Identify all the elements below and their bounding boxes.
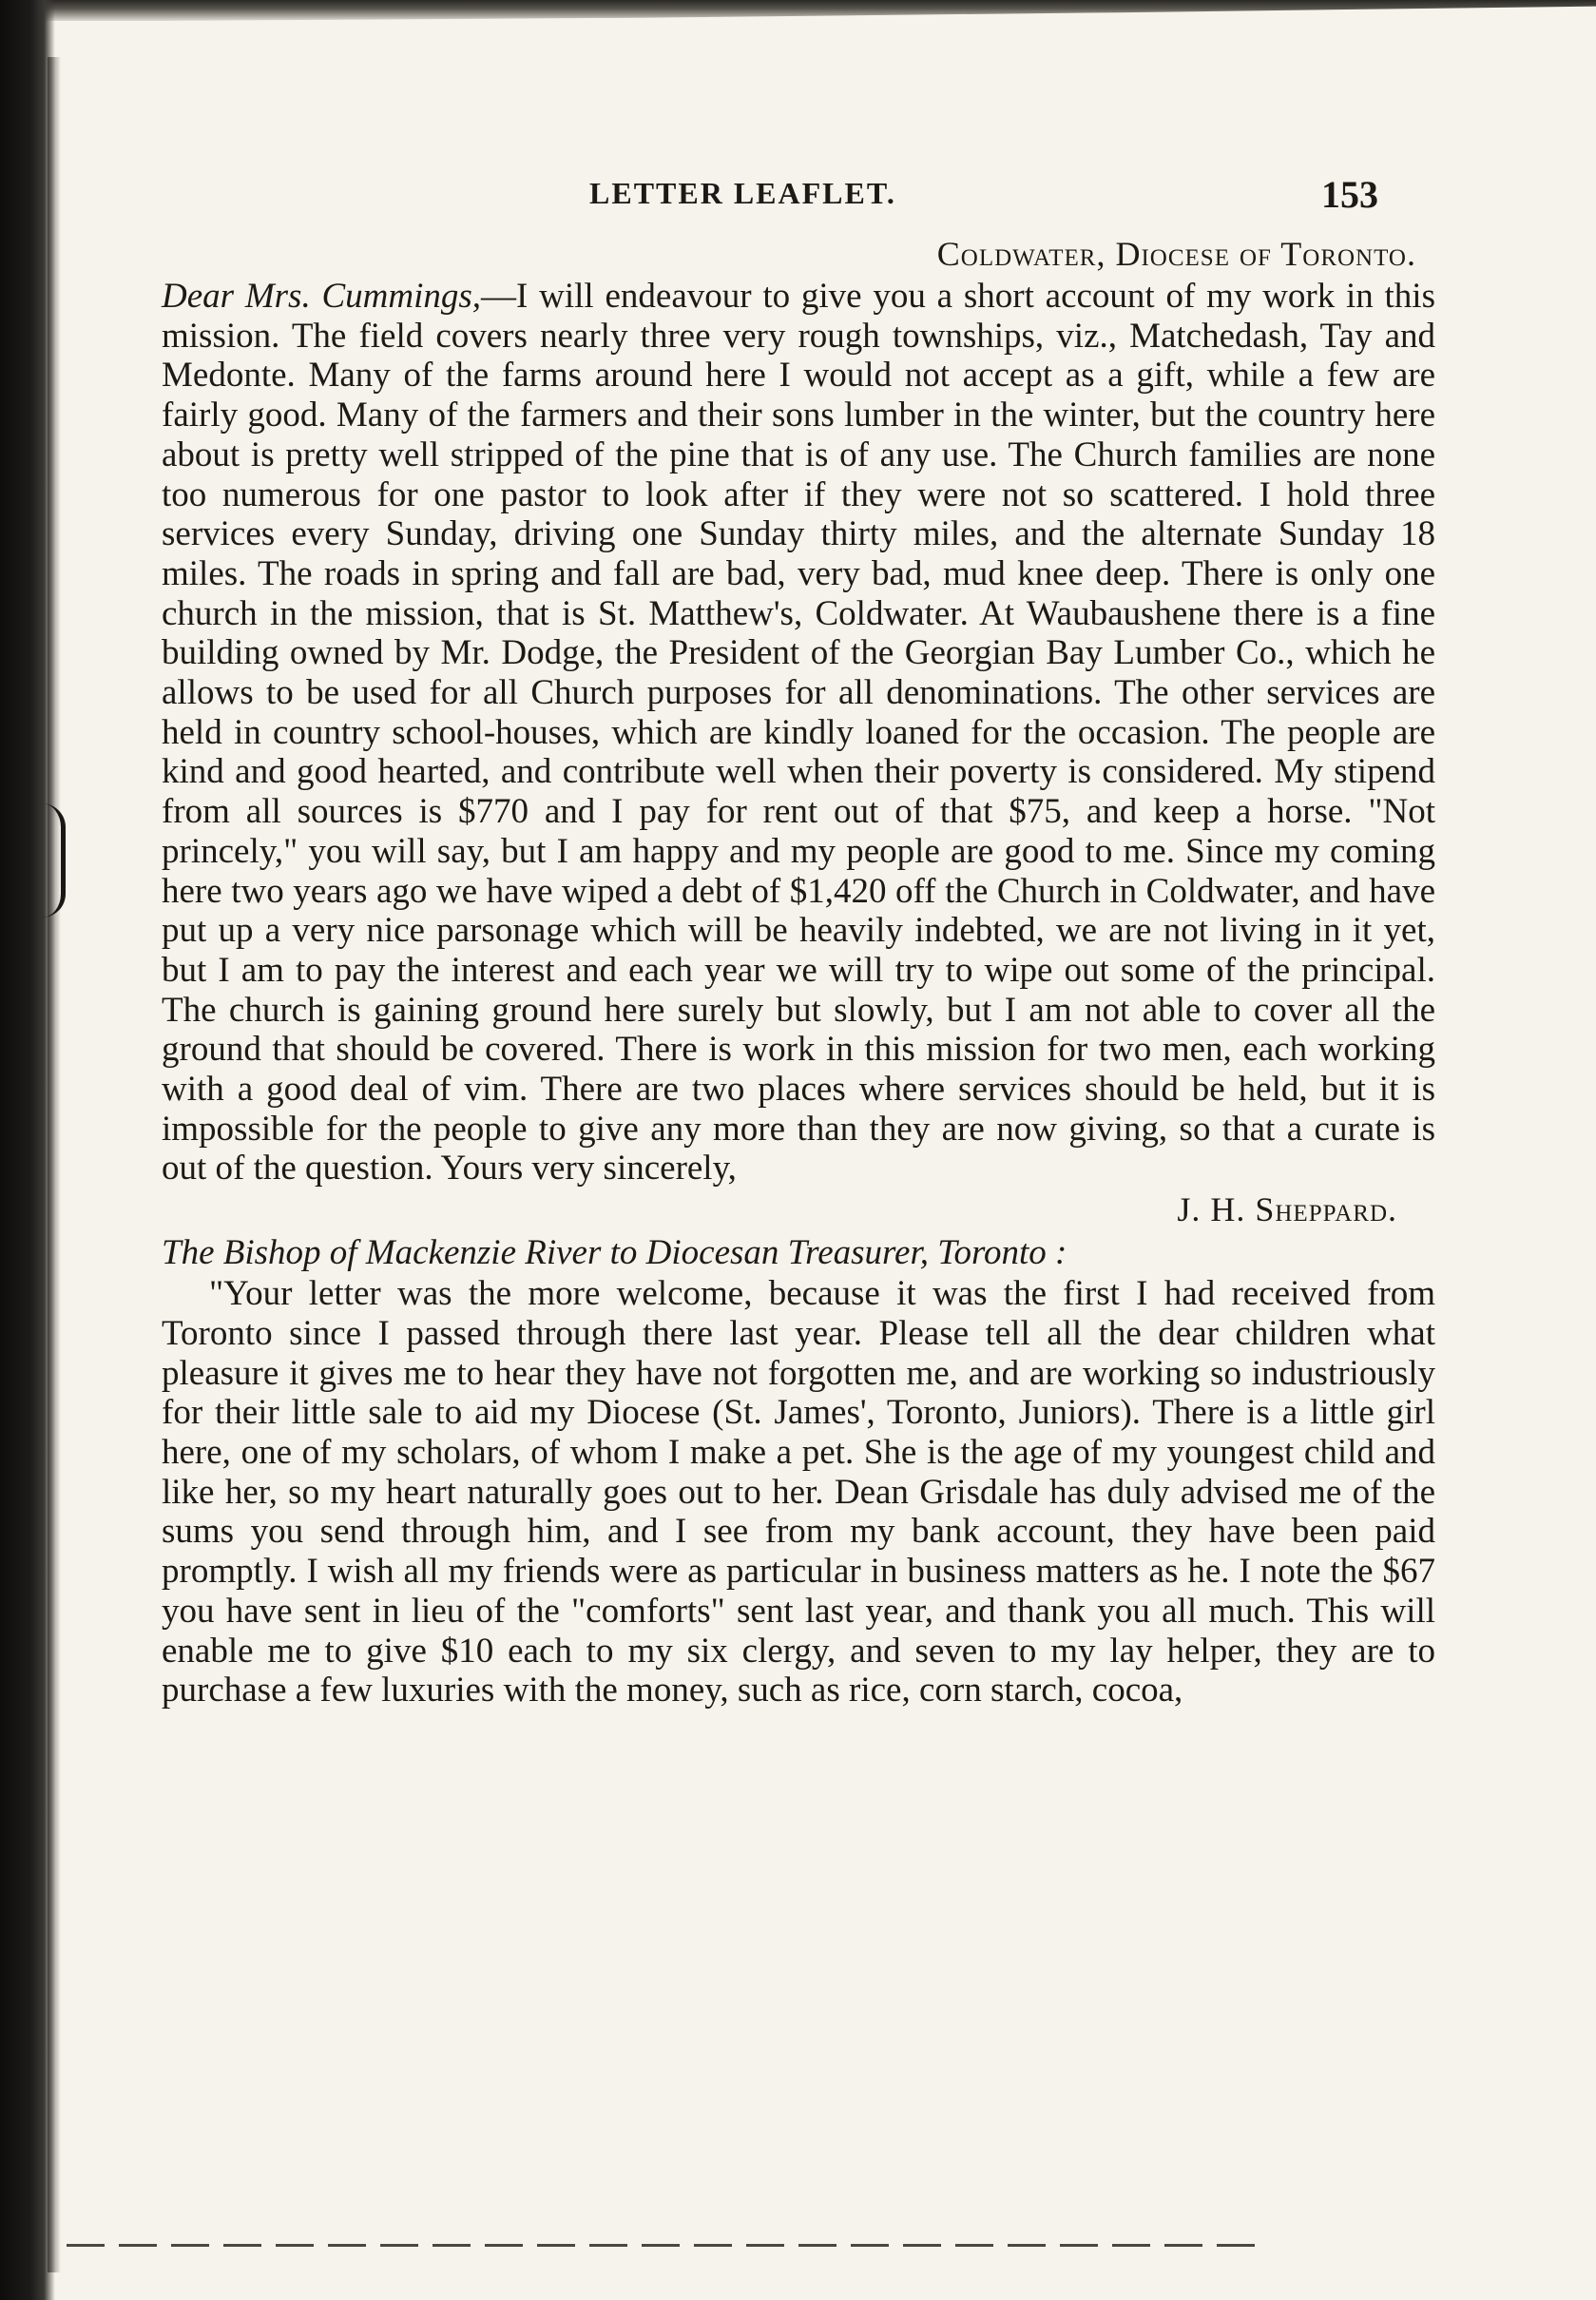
letter-body-coldwater	[162, 277, 1435, 1189]
letter-salutation: Dear Mrs. Cummings,	[162, 277, 482, 316]
letter-place-line: Coldwater, Diocese of Toronto.	[936, 235, 1416, 273]
running-title: LETTER LEAFLET.	[589, 176, 896, 210]
letter-text: —I will endeavour to give you a short account of my work in this mission. The field covers nearly three very rough townships, viz., Matchedash, Tay and Medonte. Many of the farms around here I would not accept as a gift, while a few are fairly good. Many of the farmers and their sons lumber in the winter, but the country here about is pretty well stripped of the pine that is of any use. The Church families are none too numerous for one pastor to look after if they were not so scattered. I hold three services every Sunday, driving one Sunday thirty miles, and the alternate Sunday 18 miles. The roads in spring and fall are bad, very bad, mud knee deep. There is only one church in the mission, that is St. Matthew's, Coldwater. At Waubaushene there is a fine building owned by Mr. Dodge, the President of the Georgian Bay Lumber Co., which he allows to be used for all Church purposes for all denominations. The other services are held in country school-houses, which are kindly loaned for the occasion. The people are kind and good hearted, and contribute well when their poverty is considered. My stipend from all sources is $770 and I pay for rent out of that $75, and keep a horse. "Not princely," you will say, but I am happy and my people are good to me. Since my coming here two years ago we have wiped a debt of $1,420 off the Church in Coldwater, and have put up a very nice parsonage which will be heavily indebted, we are not living in it yet, but I am to pay the interest and each year we will try to wipe out some of the principal. The church is gaining ground here surely but slowly, but I am not able to cover all the ground that should be covered. There is work in this mission for two men, each working with a good deal of vim. There are two places where services should be held, but it is impossible for the people to give any more than they are now giving, so that a curate is out of the question. Yours very sincerely,	[162, 277, 1435, 1189]
page-top-edge	[0, 0, 1596, 21]
letter-body-bishop: "Your letter was the more welcome, because it was the first I had received from Toronto since I passed through there last year. Please tell all the dear children what pleasure it gives me to hear they have not forgotten me, and are working so industriously for their little sale to aid my Diocese (St. James', Toronto, Juniors). There is a little girl here, one of my scholars, of whom I make a pet. She is the age of my youngest child and like her, so my heart naturally goes out to her. Dean Grisdale has duly advised me of the sums you send through him, and I see from my bank account, they have been paid promptly. I wish all my friends were as particular in business matters as he. I note the $67 you have sent in lieu of the "comforts" sent last year, and thank you all much. This will enable me to give $10 each to my six clergy, and seven to my lay helper, they are to purchase a few luxuries with the money, such as rice, corn starch, cocoa,	[162, 1274, 1435, 1711]
running-head	[162, 173, 1435, 233]
page-number: 153	[1321, 173, 1378, 216]
margin-bracket-mark	[42, 803, 66, 918]
letter-heading-bishop: The Bishop of Mackenzie River to Diocesan Treasurer, Toronto :	[162, 1233, 1067, 1273]
page-content	[162, 173, 1435, 1711]
letter-signature: J. H. Sheppard.	[1177, 1190, 1397, 1229]
page-binding-shadow	[48, 57, 61, 2272]
bottom-edge-mark	[67, 2244, 1255, 2247]
